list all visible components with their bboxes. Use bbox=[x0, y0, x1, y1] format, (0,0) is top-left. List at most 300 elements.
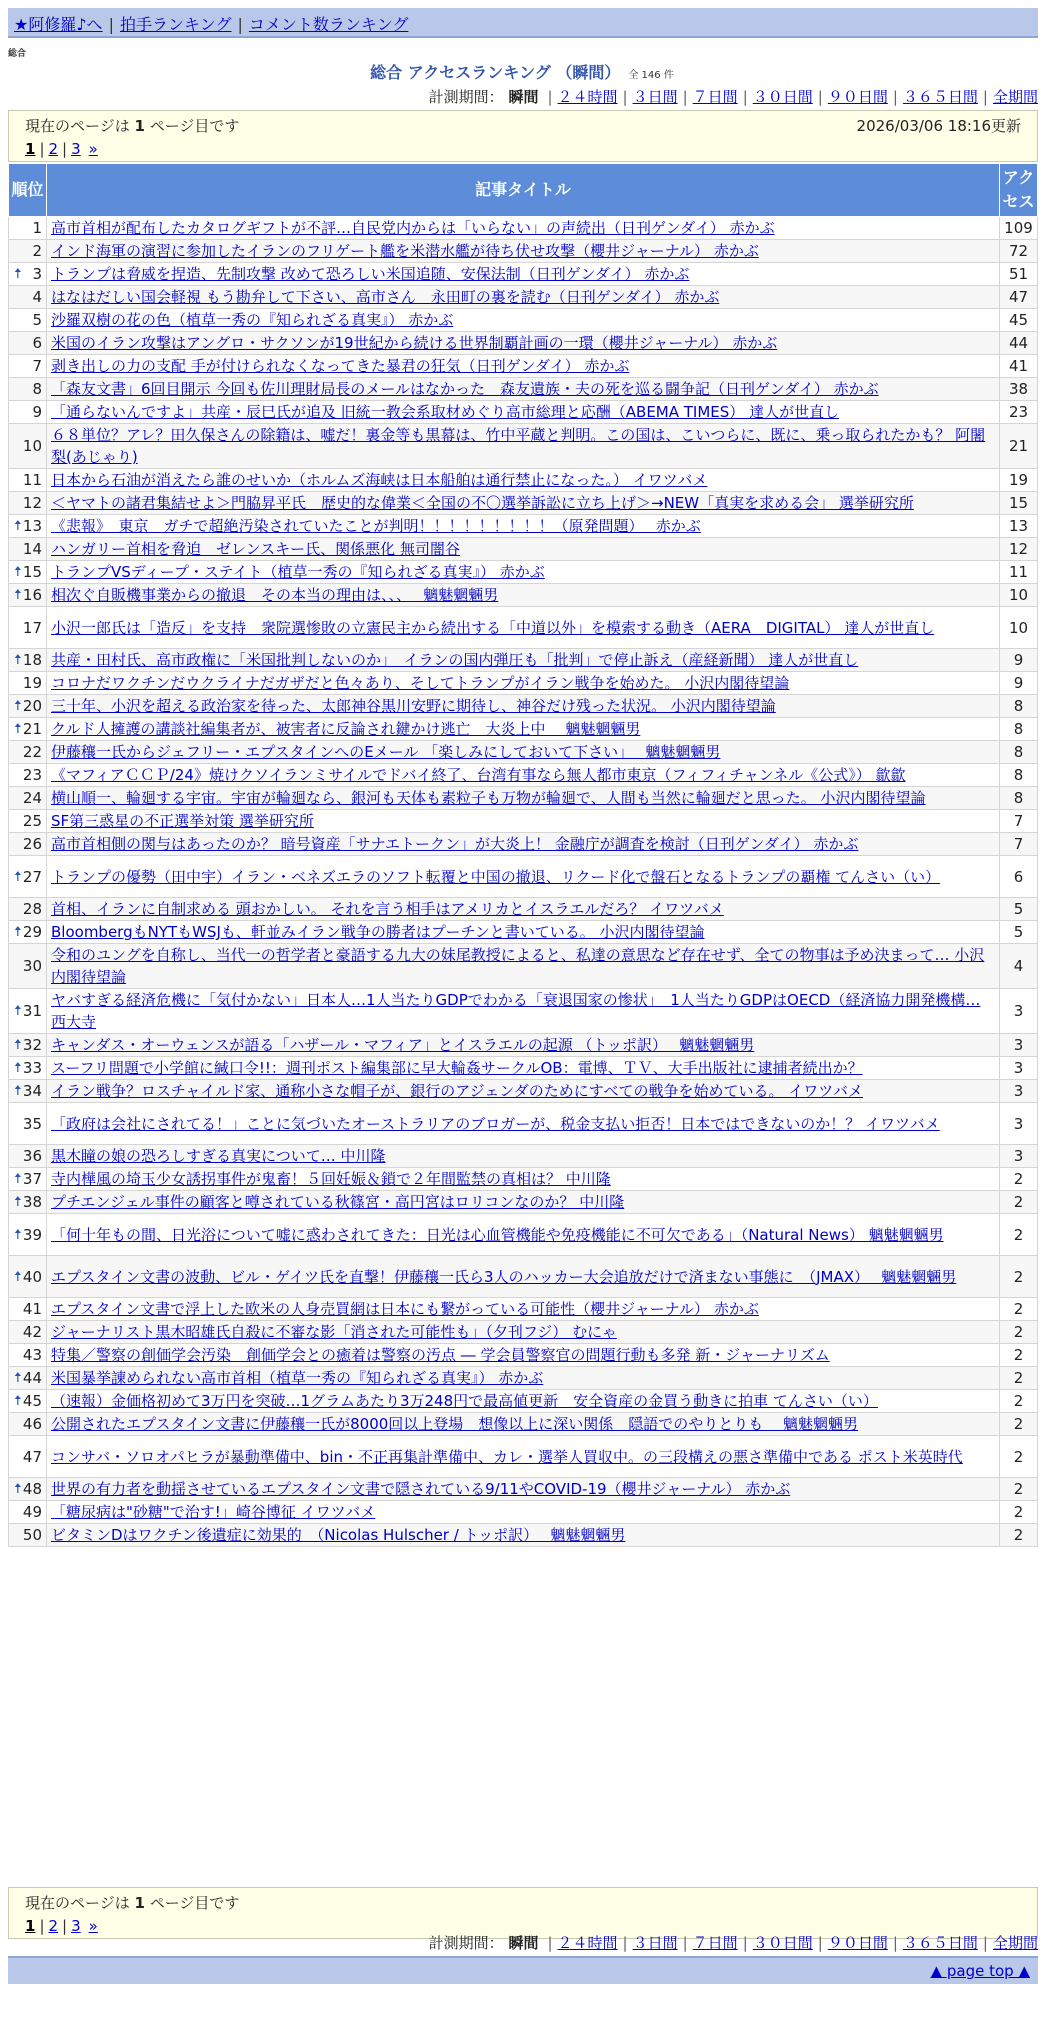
article-link[interactable]: 寺内樺風の埼玉少女誘拐事件が鬼畜！５回妊娠＆鎖で２年間監禁の真相は？ 中川隆 bbox=[51, 1170, 611, 1188]
table-row bbox=[9, 718, 1038, 741]
table-row bbox=[9, 286, 1038, 309]
table-row bbox=[9, 1034, 1038, 1057]
article-link[interactable]: ハンガリー首相を脅迫 ゼレンスキー氏、関係悪化 無司闇谷 bbox=[51, 540, 460, 558]
period-current: 瞬間 bbox=[508, 88, 539, 106]
title-cell bbox=[47, 921, 1000, 944]
rank-number: 19 bbox=[22, 674, 42, 692]
article-link[interactable]: （速報）金価格初めて3万円を突破…1グラムあたり3万248円で最高値更新 安全資産の金買う動きに拍車 てんさい（い） bbox=[51, 1392, 878, 1410]
table-row bbox=[9, 492, 1038, 515]
rank-cell bbox=[9, 944, 47, 989]
access-count: 5 bbox=[1000, 898, 1038, 921]
rank-number: 50 bbox=[22, 1526, 42, 1544]
access-count: 3 bbox=[1000, 1080, 1038, 1103]
rank-number: 17 bbox=[22, 618, 42, 637]
table-row bbox=[9, 1168, 1038, 1191]
article-link[interactable]: BloombergもNYTもWSJも、軒並みイラン戦争の勝者はプーチンと書いている。 小沢内閣待望論 bbox=[51, 923, 705, 941]
access-count: 38 bbox=[1000, 378, 1038, 401]
access-count: 8 bbox=[1000, 695, 1038, 718]
table-row bbox=[9, 764, 1038, 787]
article-link[interactable]: 「糖尿病は"砂糖"で治す!」崎谷博征 イワツバメ bbox=[51, 1503, 376, 1521]
title-cell bbox=[47, 1436, 1000, 1478]
page-1-current: 1 bbox=[25, 140, 36, 158]
table-row bbox=[9, 944, 1038, 989]
rank-cell bbox=[9, 856, 47, 898]
title-cell bbox=[47, 1168, 1000, 1191]
rank-cell bbox=[9, 1478, 47, 1501]
access-count: 2 bbox=[1000, 1390, 1038, 1413]
table-row bbox=[9, 561, 1038, 584]
article-link[interactable]: 「何十年もの間、日光浴について嘘に惑わされてきた：日光は心血管機能や免疫機能に不可欠である」（Natural News） 魑魅魍魎男 bbox=[51, 1225, 944, 1244]
article-link[interactable]: 特集／警察の創価学会汚染 創価学会との癒着は警察の汚点 ― 学会員警察官の問題行動も多発 新・ジャーナリズム bbox=[51, 1346, 830, 1364]
article-link[interactable]: 日本から石油が消えたら誰のせいか（ホルムズ海峡は日本船舶は通行禁止になった。） イワツバメ bbox=[51, 471, 708, 489]
rank-cell bbox=[9, 378, 47, 401]
up-arrow-icon: 🠅 bbox=[14, 721, 22, 737]
article-link[interactable]: ＜ヤマトの諸君集結せよ＞門脇昇平氏 歴史的な偉業＜全国の不〇選挙訴訟に立ち上げ＞→NEW「真実を求める会」 選挙研究所 bbox=[51, 494, 914, 512]
rank-cell bbox=[9, 263, 47, 286]
access-count: 23 bbox=[1000, 401, 1038, 424]
rank-number: 22 bbox=[22, 743, 42, 761]
title-cell bbox=[47, 810, 1000, 833]
rank-number: 7 bbox=[32, 357, 42, 375]
rank-number: 40 bbox=[22, 1267, 42, 1286]
updated-time: 2026/03/06 18:16更新 bbox=[856, 117, 1021, 135]
access-count: 13 bbox=[1000, 515, 1038, 538]
rank-number: 25 bbox=[22, 812, 42, 830]
page-2-link-bottom[interactable]: 2 bbox=[48, 1917, 59, 1935]
table-row bbox=[9, 695, 1038, 718]
period-link-365d-bottom[interactable]: ３６５日間 bbox=[902, 1934, 978, 1952]
article-link[interactable]: トランプの優勢（田中宇）イラン・ベネズエラのソフト転覆と中国の撤退、リクード化で盤石となるトランプの覇権 てんさい（い） bbox=[51, 867, 941, 886]
title-cell bbox=[47, 401, 1000, 424]
next-page-link-bottom[interactable]: » bbox=[88, 1917, 98, 1935]
clap-ranking-link[interactable]: 拍手ランキング bbox=[119, 15, 232, 34]
rank-cell bbox=[9, 1168, 47, 1191]
table-row bbox=[9, 1321, 1038, 1344]
up-arrow-icon: 🠅 bbox=[14, 266, 22, 282]
period-link-all-bottom[interactable]: 全期間 bbox=[992, 1934, 1038, 1952]
rank-cell bbox=[9, 1103, 47, 1145]
article-link[interactable]: 伊藤穰一氏からジェフリー・エプスタインへのEメール 「楽しみにしておいて下さい」 魑魅魍魎男 bbox=[51, 743, 721, 761]
rank-cell bbox=[9, 810, 47, 833]
access-count: 15 bbox=[1000, 492, 1038, 515]
rank-number: 48 bbox=[22, 1480, 42, 1498]
table-row bbox=[9, 263, 1038, 286]
article-link[interactable]: スーフリ問題で小学館に緘口令!!：週刊ポスト編集部に早大輪姦サークルOB：電博、ＴＶ、大手出版社に逮捕者続出か？ bbox=[51, 1059, 863, 1077]
access-count: 9 bbox=[1000, 649, 1038, 672]
rank-cell bbox=[9, 492, 47, 515]
table-row bbox=[9, 672, 1038, 695]
rank-cell bbox=[9, 1344, 47, 1367]
rank-cell bbox=[9, 1390, 47, 1413]
rank-number: 26 bbox=[22, 835, 42, 853]
table-row bbox=[9, 1145, 1038, 1168]
article-link[interactable]: 共産・田村氏、高市政権に「米国批判しないのか」 イランの国内弾圧も「批判」で停止訴え（産経新聞） 達人が世直し bbox=[51, 651, 859, 669]
title-cell bbox=[47, 584, 1000, 607]
article-link[interactable]: 高市首相が配布したカタログギフトが不評…自民党内からは「いらない」の声続出（日刊ゲンダイ） 赤かぶ bbox=[51, 219, 775, 237]
access-count: 44 bbox=[1000, 332, 1038, 355]
article-link[interactable]: トランプは脅威を捏造、先制攻撃 改めて恐ろしい米国追随、安保法制（日刊ゲンダイ） 赤かぶ bbox=[51, 265, 690, 283]
up-arrow-icon: 🠅 bbox=[14, 1037, 22, 1053]
page-top-link[interactable]: ▲ page top ▲ bbox=[930, 1962, 1030, 1980]
table-row bbox=[9, 810, 1038, 833]
rank-number: 3 bbox=[32, 265, 42, 283]
rank-cell bbox=[9, 718, 47, 741]
rank-cell bbox=[9, 1298, 47, 1321]
period-link-3d[interactable]: ３日間 bbox=[632, 88, 678, 106]
title-cell bbox=[47, 718, 1000, 741]
title-cell bbox=[47, 1390, 1000, 1413]
access-count: 2 bbox=[1000, 1436, 1038, 1478]
access-count: 2 bbox=[1000, 1344, 1038, 1367]
article-link[interactable]: はなはだしい国会軽視 もう勘弁して下さい、高市さん 永田町の裏を読む（日刊ゲンダイ） 赤かぶ bbox=[51, 288, 720, 306]
access-count: 8 bbox=[1000, 764, 1038, 787]
page-2-link[interactable]: 2 bbox=[48, 140, 59, 158]
title-cell bbox=[47, 741, 1000, 764]
table-row bbox=[9, 401, 1038, 424]
article-link[interactable]: ヤバすぎる経済危機に「気付かない」日本人…1人当たりGDPでわかる「衰退国家の惨状」 1人当たりGDPはOECD（経済協力開発機構… 西大寺 bbox=[51, 991, 981, 1031]
table-row bbox=[9, 217, 1038, 240]
rank-number: 32 bbox=[22, 1036, 42, 1054]
period-link-24h-bottom[interactable]: ２４時間 bbox=[557, 1934, 618, 1952]
title-cell bbox=[47, 672, 1000, 695]
category-label: 総合 bbox=[8, 49, 27, 59]
rank-number: 34 bbox=[22, 1082, 42, 1100]
article-link[interactable]: 剥き出しの力の支配 手が付けられなくなってきた暴君の狂気（日刊ゲンダイ） 赤かぶ bbox=[51, 357, 630, 375]
article-link[interactable]: キャンダス・オーウェンスが語る「ハザール・マフィア」とイスラエルの起源 （トッポ訳） 魑魅魍魎男 bbox=[51, 1036, 755, 1054]
article-link[interactable]: 横山順一、輪廻する宇宙。宇宙が輪廻なら、銀河も天体も素粒子も万物が輪廻で、人間も当然に輪廻だと思った。 小沢内閣待望論 bbox=[51, 789, 926, 807]
article-link[interactable]: 《悲報》 東京 ガチで超絶汚染されていたことが判明！！！！！！！！！（原発問題） 赤かぶ bbox=[51, 517, 701, 535]
period-link-30d[interactable]: ３０日間 bbox=[752, 88, 813, 106]
up-arrow-icon: 🠅 bbox=[14, 587, 22, 603]
title-cell bbox=[47, 424, 1000, 469]
title-cell bbox=[47, 1321, 1000, 1344]
ranking-body bbox=[9, 217, 1038, 1547]
access-count: 2 bbox=[1000, 1413, 1038, 1436]
article-link[interactable]: 世界の有力者を動揺させているエプスタイン文書で隠されている9/11やCOVID-19（櫻井ジャーナル） 赤かぶ bbox=[51, 1480, 791, 1498]
period-link-3d-bottom[interactable]: ３日間 bbox=[632, 1934, 678, 1952]
rank-cell bbox=[9, 309, 47, 332]
title-cell bbox=[47, 263, 1000, 286]
rank-number: 39 bbox=[22, 1225, 42, 1244]
rank-number: 21 bbox=[22, 720, 42, 738]
rank-cell bbox=[9, 286, 47, 309]
title-cell bbox=[47, 378, 1000, 401]
table-row bbox=[9, 1214, 1038, 1256]
table-row bbox=[9, 309, 1038, 332]
table-row bbox=[9, 1436, 1038, 1478]
rank-cell bbox=[9, 607, 47, 649]
rank-number: 5 bbox=[32, 311, 42, 329]
title-cell bbox=[47, 833, 1000, 856]
rank-number: 44 bbox=[22, 1369, 42, 1387]
rank-cell bbox=[9, 1367, 47, 1390]
rank-cell bbox=[9, 1080, 47, 1103]
rank-cell bbox=[9, 787, 47, 810]
table-row bbox=[9, 1478, 1038, 1501]
access-count: 9 bbox=[1000, 672, 1038, 695]
rank-cell bbox=[9, 240, 47, 263]
article-link[interactable]: 高市首相側の関与はあったのか？ 暗号資産「サナエトークン」が大炎上！ 金融庁が調査を検討（日刊ゲンダイ） 赤かぶ bbox=[51, 835, 859, 853]
article-link[interactable]: コロナだワクチンだウクライナだガザだと色々あり、そしてトランプがイラン戦争を始めた。 小沢内閣待望論 bbox=[51, 674, 790, 692]
title-cell bbox=[47, 1145, 1000, 1168]
article-link[interactable]: 「森友文書」6回目開示 今回も佐川理財局長のメールはなかった 森友遺族・夫の死を巡る闘争記（日刊ゲンダイ） 赤かぶ bbox=[51, 380, 879, 398]
article-link[interactable]: エプスタイン文書で浮上した欧米の人身売買網は日本にも繋がっている可能性（櫻井ジャーナル） 赤かぶ bbox=[51, 1300, 759, 1318]
title-cell bbox=[47, 240, 1000, 263]
period-label-bottom: 計測期間： bbox=[428, 1934, 504, 1952]
article-link[interactable]: ６８単位？アレ？田久保さんの除籍は、嘘だ！裏金等も黒幕は、竹中平蔵と判明。この国は、こいつらに、既に、乗っ取られたかも？ 阿闍梨(あじゃり) bbox=[51, 426, 986, 466]
access-count: 8 bbox=[1000, 741, 1038, 764]
rank-number: 16 bbox=[22, 586, 42, 604]
article-link[interactable]: ジャーナリスト黒木昭雄氏自殺に不審な影「消された可能性も」（夕刊フジ） むにゃ bbox=[51, 1323, 617, 1341]
rank-number: 45 bbox=[22, 1392, 42, 1410]
table-row bbox=[9, 538, 1038, 561]
home-link[interactable]: ★阿修羅♪へ bbox=[14, 15, 103, 34]
access-count: 2 bbox=[1000, 1524, 1038, 1547]
article-link[interactable]: 令和のユングを自称し、当代一の哲学者と豪語する九大の妹尾教授によると、私達の意思など存在せず、全ての物事は予め決まって… 小沢内閣待望論 bbox=[51, 946, 985, 986]
rank-cell bbox=[9, 672, 47, 695]
table-row bbox=[9, 649, 1038, 672]
rank-cell bbox=[9, 1057, 47, 1080]
table-row bbox=[9, 332, 1038, 355]
article-link[interactable]: 公開されたエプスタイン文書に伊藤穰一氏が8000回以上登場 想像以上に深い関係 隠語でのやりとりも 魑魅魍魎男 bbox=[51, 1415, 859, 1433]
access-count: 3 bbox=[1000, 1103, 1038, 1145]
title-cell bbox=[47, 944, 1000, 989]
table-row bbox=[9, 1501, 1038, 1524]
title-cell bbox=[47, 469, 1000, 492]
page-status: 現在のページは 1 ページ目です bbox=[25, 117, 240, 135]
table-row bbox=[9, 1390, 1038, 1413]
rank-cell bbox=[9, 217, 47, 240]
rank-cell bbox=[9, 695, 47, 718]
rank-cell bbox=[9, 921, 47, 944]
access-count: 2 bbox=[1000, 1191, 1038, 1214]
comment-ranking-link[interactable]: コメント数ランキング bbox=[248, 15, 409, 34]
rank-number: 37 bbox=[22, 1170, 42, 1188]
up-arrow-icon: 🠅 bbox=[14, 1194, 22, 1210]
article-link[interactable]: ビタミンDはワクチン後遺症に効果的 （Nicolas Hulscher / トッポ訳） 魑魅魍魎男 bbox=[51, 1526, 626, 1544]
access-count: 2 bbox=[1000, 1214, 1038, 1256]
article-link[interactable]: 相次ぐ自販機事業からの撤退 その本当の理由は、、、 魑魅魍魎男 bbox=[51, 586, 499, 604]
table-row bbox=[9, 355, 1038, 378]
rank-number: 46 bbox=[22, 1415, 42, 1433]
table-row bbox=[9, 1344, 1038, 1367]
rank-number: 20 bbox=[22, 697, 42, 715]
title-cell bbox=[47, 1524, 1000, 1547]
period-link-365d[interactable]: ３６５日間 bbox=[902, 88, 978, 106]
nav-separator: | bbox=[108, 15, 114, 34]
pager-top: 現在のページは 1 ページ目です 2026/03/06 18:16更新 1 | 2 | 3 » bbox=[8, 110, 1038, 162]
rank-cell bbox=[9, 741, 47, 764]
period-link-30d-bottom[interactable]: ３０日間 bbox=[752, 1934, 813, 1952]
up-arrow-icon: 🠅 bbox=[14, 924, 22, 940]
period-link-24h[interactable]: ２４時間 bbox=[557, 88, 618, 106]
ranking-title-line bbox=[0, 60, 1044, 83]
ranking-title: 総合 アクセスランキング （瞬間） bbox=[370, 63, 621, 82]
title-cell bbox=[47, 1057, 1000, 1080]
table-row bbox=[9, 741, 1038, 764]
title-cell bbox=[47, 515, 1000, 538]
title-cell bbox=[47, 332, 1000, 355]
title-cell bbox=[47, 538, 1000, 561]
access-count: 109 bbox=[1000, 217, 1038, 240]
up-arrow-icon: 🠅 bbox=[14, 698, 22, 714]
article-link[interactable]: 米国暴挙諌められない高市首相（植草一秀の『知られざる真実』） 赤かぶ bbox=[51, 1369, 544, 1387]
article-link[interactable]: 米国のイラン攻撃はアングロ・サクソンが19世紀から続ける世界制覇計画の一環（櫻井ジャーナル） 赤かぶ bbox=[51, 334, 778, 352]
article-link[interactable]: 「通らないんですよ」共産・辰巳氏が追及 旧統一教会系取材めぐり高市総理と応酬（ABEMA TIMES） 達人が世直し bbox=[51, 403, 840, 421]
article-link[interactable]: 三十年、小沢を超える政治家を待った、太郎神谷黒川安野に期待し、神谷だけ残った状況。 小沢内閣待望論 bbox=[51, 697, 776, 715]
rank-cell bbox=[9, 649, 47, 672]
article-link[interactable]: トランプVSディープ・ステイト（植草一秀の『知られざる真実』） 赤かぶ bbox=[51, 563, 545, 581]
period-selector-bottom: 計測期間： 瞬間 | ２４時間 | ３日間 | ７日間 | ３０日間 | ９０日間 | ３６５日間 | 全期間 bbox=[428, 1934, 1038, 1952]
title-cell bbox=[47, 1034, 1000, 1057]
article-link[interactable]: インド海軍の演習に参加したイランのフリゲート艦を米潜水艦が待ち伏せ攻撃（櫻井ジャーナル） 赤かぶ bbox=[51, 242, 759, 260]
period-link-7d-bottom[interactable]: ７日間 bbox=[692, 1934, 738, 1952]
up-arrow-icon: 🠅 bbox=[14, 1083, 22, 1099]
table-row bbox=[9, 1524, 1038, 1547]
rank-cell bbox=[9, 538, 47, 561]
rank-number: 38 bbox=[22, 1193, 42, 1211]
article-link[interactable]: イラン戦争？ロスチャイルド家、通称小さな帽子が、銀行のアジェンダのためにすべての戦争を始めている。 イワツバメ bbox=[51, 1082, 863, 1100]
title-cell bbox=[47, 1501, 1000, 1524]
period-label: 計測期間： bbox=[428, 88, 504, 106]
rank-number: 23 bbox=[22, 766, 42, 784]
table-row bbox=[9, 1367, 1038, 1390]
table-row bbox=[9, 1057, 1038, 1080]
rank-cell bbox=[9, 1034, 47, 1057]
rank-number: 2 bbox=[32, 242, 42, 260]
up-arrow-icon: 🠅 bbox=[14, 564, 22, 580]
rank-number: 4 bbox=[32, 288, 42, 306]
rank-number: 35 bbox=[22, 1114, 42, 1133]
rank-cell bbox=[9, 764, 47, 787]
access-count: 4 bbox=[1000, 944, 1038, 989]
rank-cell bbox=[9, 1501, 47, 1524]
table-row bbox=[9, 898, 1038, 921]
title-cell bbox=[47, 898, 1000, 921]
rank-number: 28 bbox=[22, 900, 42, 918]
access-count: 8 bbox=[1000, 718, 1038, 741]
rank-number: 29 bbox=[22, 923, 42, 941]
rank-cell bbox=[9, 561, 47, 584]
article-link[interactable]: 「政府は会社にされてる！」ことに気づいたオーストラリアのブロガーが、税金支払い拒否！日本ではできないのか！？ イワツバメ bbox=[51, 1114, 940, 1133]
table-row bbox=[9, 240, 1038, 263]
access-count: 8 bbox=[1000, 787, 1038, 810]
rank-number: 27 bbox=[22, 867, 42, 886]
rank-number: 47 bbox=[22, 1447, 42, 1466]
up-arrow-icon: 🠅 bbox=[14, 518, 22, 534]
access-count: 11 bbox=[1000, 561, 1038, 584]
access-count: 7 bbox=[1000, 810, 1038, 833]
period-link-90d-bottom[interactable]: ９０日間 bbox=[827, 1934, 888, 1952]
access-count: 45 bbox=[1000, 309, 1038, 332]
title-cell bbox=[47, 1103, 1000, 1145]
rank-number: 11 bbox=[22, 471, 42, 489]
title-cell bbox=[47, 309, 1000, 332]
access-count: 10 bbox=[1000, 584, 1038, 607]
header-count: アクセス bbox=[1000, 164, 1038, 217]
table-row bbox=[9, 424, 1038, 469]
title-cell bbox=[47, 764, 1000, 787]
header-rank: 順位 bbox=[9, 164, 47, 217]
page-3-link-bottom[interactable]: 3 bbox=[71, 1917, 81, 1935]
next-page-link[interactable]: » bbox=[88, 140, 98, 158]
period-link-90d[interactable]: ９０日間 bbox=[827, 88, 888, 106]
article-link[interactable]: 小沢一郎氏は「造反」を支持 衆院選惨敗の立憲民主から続出する「中道以外」を模索する動き（AERA DIGITAL） 達人が世直し bbox=[51, 618, 935, 637]
page-1-current-bottom: 1 bbox=[25, 1917, 36, 1935]
period-current-bottom: 瞬間 bbox=[508, 1934, 539, 1952]
access-count: 3 bbox=[1000, 1145, 1038, 1168]
title-cell bbox=[47, 561, 1000, 584]
rank-cell bbox=[9, 332, 47, 355]
title-cell bbox=[47, 217, 1000, 240]
total-count: 全 146 件 bbox=[628, 70, 674, 81]
up-arrow-icon: 🠅 bbox=[14, 868, 22, 885]
table-row bbox=[9, 607, 1038, 649]
period-link-7d[interactable]: ７日間 bbox=[692, 88, 738, 106]
rank-number: 6 bbox=[32, 334, 42, 352]
rank-number: 10 bbox=[22, 437, 42, 455]
page-3-link[interactable]: 3 bbox=[71, 140, 81, 158]
article-link[interactable]: 《マフィアＣＣＰ/24》焼けクソイランミサイルでドバイ終了、台湾有事なら無人都市東京（フィフィチャンネル《公式》） 歙歙 bbox=[51, 766, 906, 784]
article-link[interactable]: クルド人擁護の講談社編集者が、被害者に反論され鍵かけ逃亡 大炎上中 魑魅魍魎男 bbox=[51, 720, 641, 738]
title-cell bbox=[47, 607, 1000, 649]
rank-cell bbox=[9, 1214, 47, 1256]
table-row bbox=[9, 378, 1038, 401]
rank-cell bbox=[9, 1436, 47, 1478]
table-row bbox=[9, 921, 1038, 944]
table-row bbox=[9, 989, 1038, 1034]
rank-number: 33 bbox=[22, 1059, 42, 1077]
top-nav-bar bbox=[8, 8, 1038, 38]
period-selector-top: 計測期間： 瞬間 | ２４時間 | ３日間 | ７日間 | ３０日間 | ９０日間 | ３６５日間 | 全期間 bbox=[428, 88, 1038, 106]
access-count: 51 bbox=[1000, 263, 1038, 286]
rank-cell bbox=[9, 515, 47, 538]
access-count: 10 bbox=[1000, 607, 1038, 649]
rank-cell bbox=[9, 989, 47, 1034]
rank-cell bbox=[9, 898, 47, 921]
period-link-all[interactable]: 全期間 bbox=[992, 88, 1038, 106]
article-link[interactable]: エプスタイン文書の波動、ビル・ゲイツ氏を直撃！伊藤穰一氏ら3人のハッカー大会追放だけで済まない事態に （JMAX） 魑魅魍魎男 bbox=[51, 1267, 957, 1286]
table-row bbox=[9, 1080, 1038, 1103]
rank-cell bbox=[9, 1145, 47, 1168]
page-status-bottom: 現在のページは 1 ページ目です bbox=[25, 1894, 240, 1912]
rank-cell bbox=[9, 584, 47, 607]
up-arrow-icon: 🠅 bbox=[14, 652, 22, 668]
access-count: 2 bbox=[1000, 1478, 1038, 1501]
article-link[interactable]: 首相、イランに自制求める 頭おかしい。 それを言う相手はアメリカとイスラエルだろ？ イワツバメ bbox=[51, 900, 724, 918]
title-cell bbox=[47, 695, 1000, 718]
access-count: 2 bbox=[1000, 1367, 1038, 1390]
article-link[interactable]: 沙羅双樹の花の色（植草一秀の『知られざる真実』） 赤かぶ bbox=[51, 311, 454, 329]
rank-number: 1 bbox=[32, 219, 42, 237]
article-link[interactable]: 黒木瞳の娘の恐ろしすぎる真実について… 中川隆 bbox=[51, 1147, 386, 1165]
title-cell bbox=[47, 355, 1000, 378]
rank-number: 49 bbox=[22, 1503, 42, 1521]
article-link[interactable]: SF第三惑星の不正選挙対策 選挙研究所 bbox=[51, 812, 314, 830]
rank-number: 24 bbox=[22, 789, 42, 807]
rank-cell bbox=[9, 424, 47, 469]
title-cell bbox=[47, 1191, 1000, 1214]
article-link[interactable]: プチエンジェル事件の顧客と噂されている秋篠宮・高円宮はロリコンなのか？ 中川隆 bbox=[51, 1193, 625, 1211]
rank-number: 43 bbox=[22, 1346, 42, 1364]
up-arrow-icon: 🠅 bbox=[14, 1268, 22, 1285]
access-count: 3 bbox=[1000, 989, 1038, 1034]
access-count: 7 bbox=[1000, 833, 1038, 856]
rank-cell bbox=[9, 1524, 47, 1547]
article-link[interactable]: コンサバ・ソロオパヒラが暴動準備中、bin・不正再集計準備中、カレ・選挙人買収中。の三段構えの悪さ準備中である ポスト米英時代 bbox=[51, 1447, 963, 1466]
access-count: 6 bbox=[1000, 856, 1038, 898]
rank-number: 18 bbox=[22, 651, 42, 669]
